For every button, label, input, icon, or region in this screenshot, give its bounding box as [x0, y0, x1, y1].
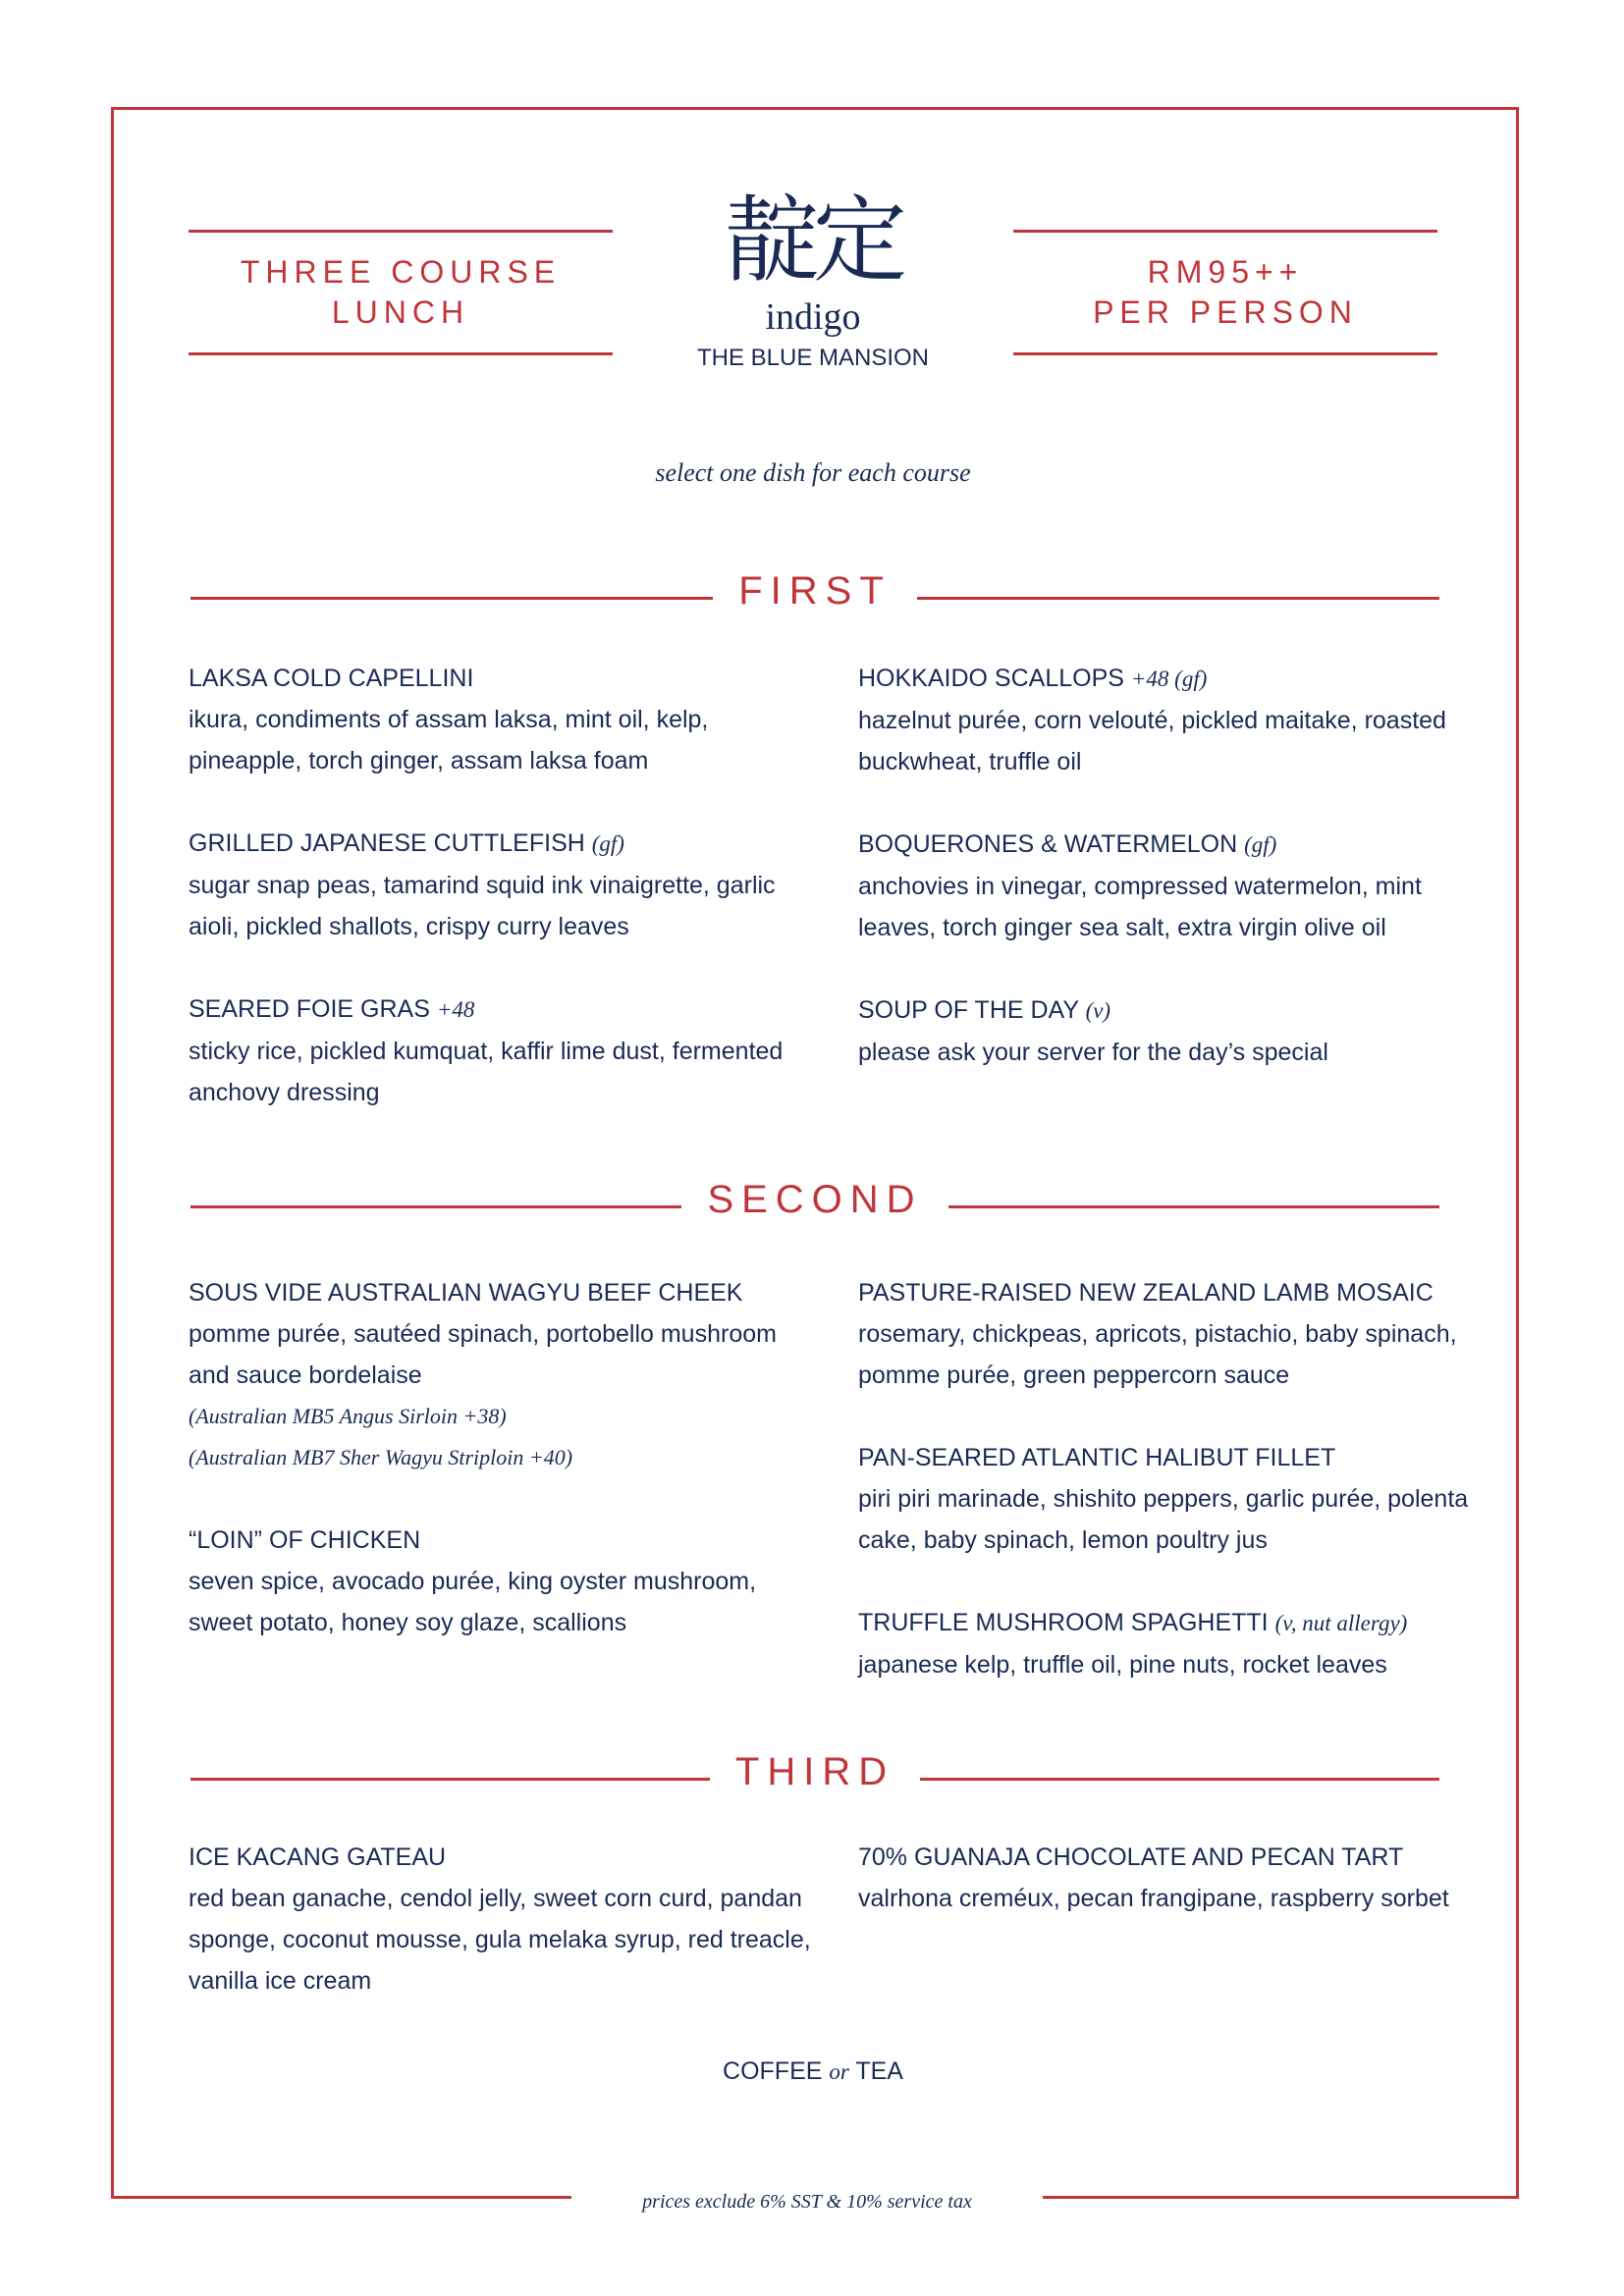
dish-column-right: [858, 1837, 1487, 1960]
dish-description: japanese kelp, truffle oil, pine nuts, rocket leaves: [858, 1651, 1387, 1679]
dish-name: “LOIN” OF CHICKEN: [189, 1526, 421, 1554]
dish-note: (gf): [591, 831, 624, 856]
dish-note: +48: [436, 997, 475, 1022]
dish-item: [189, 1837, 817, 2002]
dish-description: piri piri marinade, shishito peppers, garlic purée, polenta cake, baby spinach, lemon poultry jus: [858, 1485, 1469, 1554]
dish-note: +48 (gf): [1130, 667, 1208, 691]
dish-column-left: [189, 1837, 817, 2043]
logo-glyph: 靛定: [725, 186, 901, 295]
dish-description: hazelnut purée, corn velouté, pickled maitake, roasted buckwheat, truffle oil: [858, 707, 1446, 775]
dish-name: GRILLED JAPANESE CUTTLEFISH: [189, 829, 585, 857]
price-line2: PER PERSON: [1093, 294, 1358, 330]
course-type-box: [189, 230, 613, 355]
dish-name: SEARED FOIE GRAS: [189, 995, 430, 1023]
dish-note: (gf): [1244, 832, 1277, 857]
dish-name: 70% GUANAJA CHOCOLATE AND PECAN TART: [858, 1843, 1404, 1871]
course-type-line2: LUNCH: [331, 294, 470, 330]
closing-conjunction: or: [829, 2059, 849, 2084]
dish-description: sticky rice, pickled kumquat, kaffir lime dust, fermented anchovy dressing: [189, 1038, 784, 1106]
dish-column-left: [189, 658, 817, 1154]
dish-name: TRUFFLE MUSHROOM SPAGHETTI: [858, 1609, 1269, 1636]
dish-item: [858, 1437, 1487, 1561]
dish-note: (v): [1085, 998, 1111, 1023]
dish-description: pomme purée, sautéed spinach, portobello mushroom and sauce bordelaise: [189, 1320, 777, 1389]
section-second-title: SECOND: [707, 1178, 923, 1221]
heading-rule: [917, 597, 1439, 600]
dish-name: PAN-SEARED ATLANTIC HALIBUT FILLET: [858, 1444, 1336, 1471]
dish-name: HOKKAIDO SCALLOPS: [858, 665, 1124, 692]
dish-note: (v, nut allergy): [1274, 1611, 1408, 1635]
section-third-heading: [190, 1742, 1439, 1801]
dish-column-right: [858, 658, 1487, 1114]
logo-brand: indigo: [765, 296, 861, 338]
dish-supplement: (Australian MB7 Sher Wagyu Striploin +40): [189, 1445, 573, 1469]
dish-item: [858, 658, 1487, 782]
dish-item: [858, 1602, 1487, 1685]
dish-item: [189, 823, 817, 947]
dish-description: anchovies in vinegar, compressed watermelon, mint leaves, torch ginger sea salt, extra virgin olive oil: [858, 873, 1422, 941]
dish-column-left: [189, 1272, 817, 1684]
closing-beverage: [617, 2052, 1009, 2092]
dish-description: valrhona creméux, pecan frangipane, raspberry sorbet: [858, 1885, 1449, 1912]
dish-description: red bean ganache, cendol jelly, sweet corn curd, pandan sponge, coconut mousse, gula melaka syrup, red treacle, vanilla ice cream: [189, 1885, 811, 1995]
dish-name: PASTURE-RAISED NEW ZEALAND LAMB MOSAIC: [858, 1279, 1434, 1307]
dish-name: ICE KACANG GATEAU: [189, 1843, 447, 1871]
dish-description: rosemary, chickpeas, apricots, pistachio, baby spinach, pomme purée, green peppercorn sauce: [858, 1320, 1457, 1389]
footer-note: prices exclude 6% SST & 10% service tax: [642, 2191, 972, 2213]
dish-description: sugar snap peas, tamarind squid ink vinaigrette, garlic aioli, pickled shallots, crispy curry leaves: [189, 872, 776, 940]
dish-item: [858, 824, 1487, 948]
dish-supplement: (Australian MB5 Angus Sirloin +38): [189, 1404, 507, 1428]
dish-item: [189, 988, 817, 1113]
section-second-heading: [190, 1170, 1439, 1229]
section-first-heading: [190, 561, 1439, 620]
course-type-line1: THREE COURSE: [240, 254, 562, 290]
dish-item: [858, 1837, 1487, 1919]
price-box: [1013, 230, 1437, 355]
heading-rule: [190, 597, 713, 600]
dish-name: BOQUERONES & WATERMELON: [858, 830, 1238, 858]
dish-column-right: [858, 1272, 1487, 1727]
menu-instruction: select one dish for each course: [655, 458, 971, 487]
heading-rule: [948, 1205, 1439, 1208]
dish-item: [189, 1520, 817, 1643]
heading-rule: [190, 1778, 710, 1781]
logo-subtitle: THE BLUE MANSION: [696, 345, 930, 371]
dish-description: ikura, condiments of assam laksa, mint oil, kelp, pineapple, torch ginger, assam laksa foam: [189, 706, 709, 774]
section-third-title: THIRD: [734, 1750, 895, 1793]
dish-description: please ask your server for the day’s special: [858, 1039, 1328, 1066]
section-first-title: FIRST: [738, 569, 892, 613]
dish-item: [858, 1272, 1487, 1396]
dish-item: [189, 658, 817, 781]
dish-name: LAKSA COLD CAPELLINI: [189, 665, 474, 692]
heading-rule: [920, 1778, 1439, 1781]
heading-rule: [190, 1205, 681, 1208]
closing-tea: TEA: [855, 2057, 903, 2085]
price-line1: RM95++: [1147, 254, 1304, 290]
restaurant-logo: [687, 187, 939, 375]
dish-item: [189, 1272, 817, 1478]
dish-description: seven spice, avocado purée, king oyster mushroom, sweet potato, honey soy glaze, scallions: [189, 1568, 757, 1636]
dish-name: SOUS VIDE AUSTRALIAN WAGYU BEEF CHEEK: [189, 1279, 743, 1307]
dish-item: [858, 989, 1487, 1073]
closing-coffee: COFFEE: [723, 2057, 823, 2085]
dish-name: SOUP OF THE DAY: [858, 996, 1079, 1024]
